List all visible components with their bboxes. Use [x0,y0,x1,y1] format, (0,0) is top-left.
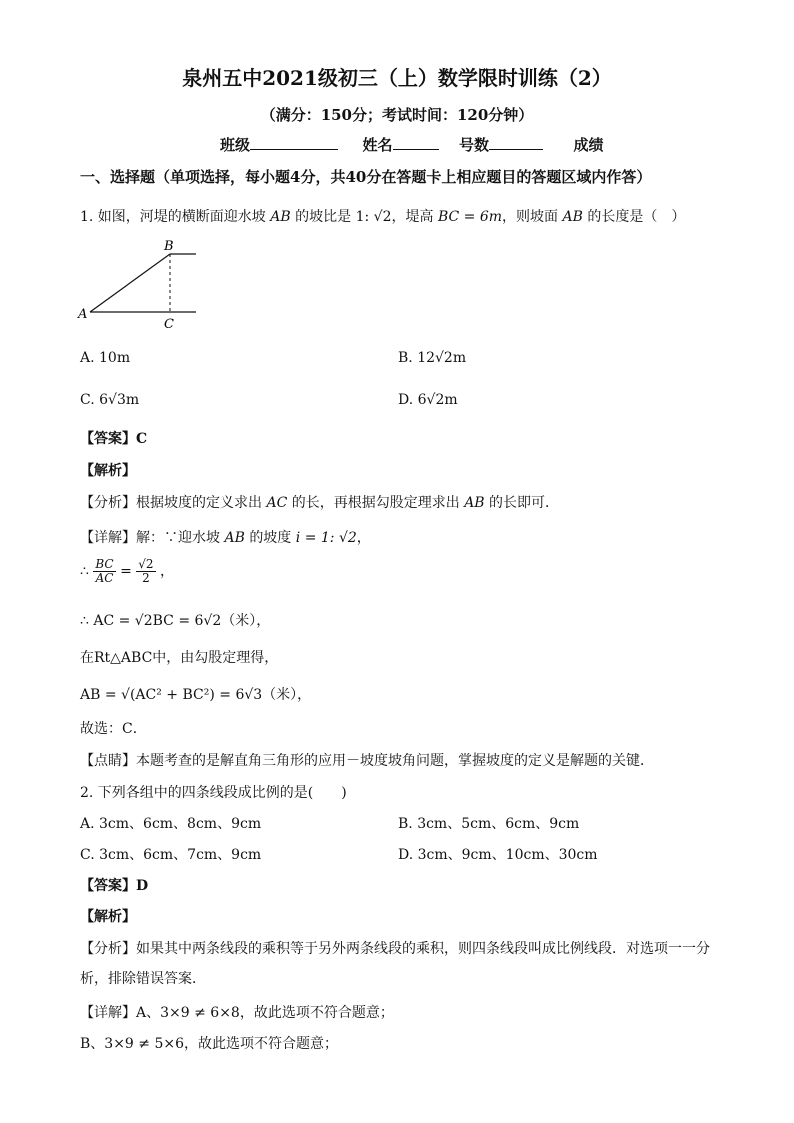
fraction-numerator: √2 [138,557,154,571]
q1-bc-height: BC = 6m [437,209,503,225]
q1-stem-ab: AB [562,209,583,225]
q1-ratio: 1: √2 [355,209,392,225]
q1-stem-ab: AB [270,209,291,225]
number-label: 号数 [458,136,489,154]
q1-step4: AB = √(AC² + BC²) = 6√3（米）， [80,687,312,703]
q2-analysis-heading: 【解析】 [80,909,136,925]
q1-fenxi-part: 【分析】根据坡度的定义求出 [80,495,262,511]
q2-xiangjie-b: B、3×9 ≠ 5×6，故此选项不符合题意； [80,1036,339,1052]
q1-dianjing: 【点睛】本题考查的是解直角三角形的应用－坡度坡角问题，掌握坡度的定义是解题的关键． [80,753,654,769]
fraction-root2-2 [136,558,155,585]
fraction-denominator: AC [95,571,114,585]
q1-figure [72,236,212,336]
q2-option-c: C. 3cm、6cm、7cm、9cm [80,847,262,863]
q2-xiangjie-a: 【详解】A、3×9 ≠ 6×8，故此选项不符合题意； [80,1005,394,1021]
q1-xiangjie-part: ， [356,530,371,546]
fraction-numerator: BC [95,557,114,571]
score-label: 成绩 [573,136,604,154]
q1-xiangjie [80,527,371,547]
number-blank [489,135,543,150]
q1-step1 [80,558,174,585]
class-blank [250,135,338,150]
q1-fenxi-ac: AC [266,495,288,511]
q1-option-b: B. 12√2m [398,350,467,366]
name-label: 姓名 [362,136,393,154]
q1-step5: 故选：C． [80,721,147,737]
q1-fenxi-ab: AB [464,495,485,511]
fraction-denominator: 2 [142,571,150,585]
q2-fenxi-line2: 析，排除错误答案． [80,971,206,987]
q1-stem-part: 的坡比是 [295,209,352,225]
q1-answer: 【答案】C [80,431,148,447]
q1-fenxi-part: 的长，再根据勾股定理求出 [291,495,460,511]
comma: ， [159,563,174,580]
figure-label-b: B [164,239,174,254]
q1-analysis-heading: 【解析】 [80,463,136,479]
class-label: 班级 [220,136,251,154]
figure-label-c: C [164,317,174,332]
q2-option-a: A. 3cm、6cm、8cm、9cm [80,816,262,832]
q1-fenxi [80,492,559,512]
q2-fenxi-line1: 【分析】如果其中两条线段的乘积等于另外两条线段的乘积，则四条线段叫成比例线段．对选项一一分 [80,941,710,957]
q1-step2: ∴ AC = √2BC = 6√2（米）， [80,613,271,629]
fraction-bc-ac [93,558,115,585]
name-blank [393,135,439,150]
equals-sign: = [120,563,132,580]
q1-slope: i = 1: √2 [295,530,357,546]
figure-slope-line [90,254,170,312]
q2-option-b: B. 3cm、5cm、6cm、9cm [398,816,580,832]
q1-stem-part: 1. 如图，河堤的横断面迎水坡 [80,209,266,225]
q1-stem [80,206,685,226]
q1-stem-part: ，堤高 [391,209,434,225]
figure-label-a: A [78,307,88,322]
q1-option-a: A. 10m [80,350,131,366]
page-subtitle: （满分：150分；考试时间：120分钟） [260,106,534,124]
q1-xiangjie-ab: AB [224,530,245,546]
q1-step3: 在Rt△ABC中，由勾股定理得， [80,650,279,666]
q2-stem: 2. 下列各组中的四条线段成比例的是( ) [80,785,347,801]
therefore-symbol: ∴ [80,563,89,580]
section-heading: 一、选择题（单项选择，每小题4分，共40分在答题卡上相应题目的答题区域内作答） [80,168,652,186]
q1-option-c: C. 6√3m [80,392,140,408]
student-info-row [220,134,603,155]
q1-stem-part: ，则坡面 [502,209,559,225]
page-title: 泉州五中2021级初三（上）数学限时训练（2） [182,66,612,90]
q2-answer: 【答案】D [80,878,149,894]
q1-xiangjie-part: 的坡度 [249,530,292,546]
q1-fenxi-part: 的长即可． [489,495,560,511]
q1-option-d: D. 6√2m [398,392,458,408]
q1-stem-part: 的长度是（ ） [587,209,686,225]
q1-xiangjie-part: 【详解】解：∵迎水坡 [80,530,220,546]
q2-option-d: D. 3cm、9cm、10cm、30cm [398,847,598,863]
